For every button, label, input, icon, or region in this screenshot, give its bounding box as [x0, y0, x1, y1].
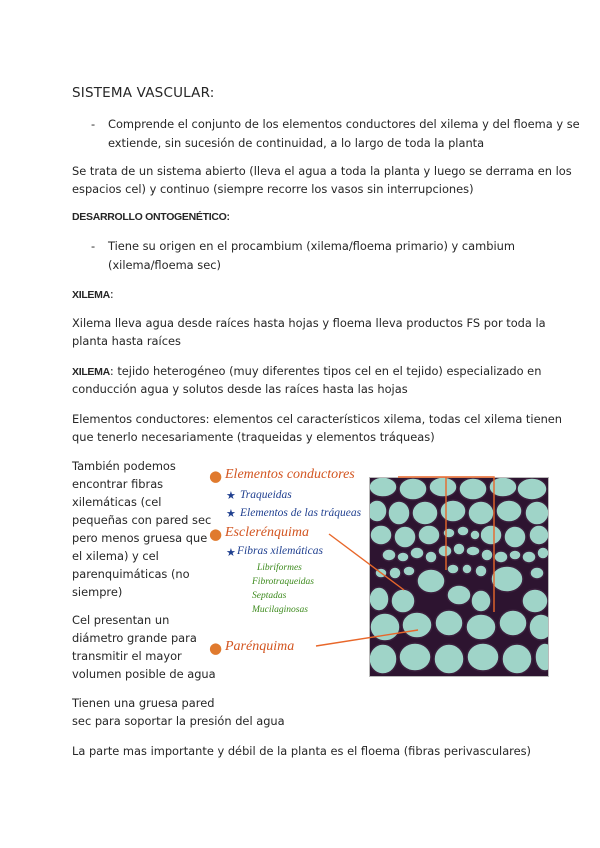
paragraph-3-rest: : tejido heterogéneo (muy diferentes tipos cel en el tejido) especializado en: [109, 364, 542, 378]
pointer-line-esclerenquima: [329, 534, 404, 590]
paragraph-4-line-1: Elementos conductores: elementos cel característicos xilema, todas cel xilema tienen: [72, 412, 563, 426]
label-fibrotraqueidas: Fibrotraqueidas: [252, 577, 314, 587]
bullet-1-line-2: extiende, sin sucesión de continuidad, a lo largo de toda la planta: [108, 136, 485, 150]
page-title: SISTEMA VASCULAR:: [72, 85, 215, 101]
left-col-line: pero menos gruesa que: [72, 531, 208, 545]
paragraph-1-line-2: espacios cel) y continuo (siempre recorre los vasos sin interrupciones): [72, 182, 474, 196]
bullet-dash: -: [91, 239, 96, 253]
star-icon: ★: [226, 507, 236, 520]
left-col-line: Cel presentan un: [72, 613, 170, 627]
label-parenquima: Parénquima: [225, 639, 295, 654]
label-traqueidas: Traqueidas: [240, 489, 292, 501]
label-mucilaginosas: Mucilaginosas: [252, 605, 308, 615]
left-col-line: volumen posible de agua: [72, 667, 216, 681]
label-fibras-xilematicas: Fibras xilemáticas: [237, 545, 323, 557]
label-elementos-conductores: Elementos conductores: [225, 467, 355, 482]
bullet-2-line-1: Tiene su origen en el procambium (xilema/floema primario) y cambium: [108, 239, 515, 253]
paragraph-5-line-2: sec para soportar la presión del agua: [72, 714, 285, 728]
paragraph-3-line-2: conducción agua y solutos desde las raíces hasta las hojas: [72, 382, 408, 396]
label-libriformes: Libriformes: [257, 563, 302, 573]
label-esclerenquima: Esclerénquima: [225, 525, 309, 540]
left-col-line: También podemos: [72, 459, 176, 473]
paragraph-5-line-1: Tienen una gruesa pared: [72, 696, 215, 710]
label-elementos-traqueas: Elementos de las tráqueas: [240, 507, 362, 519]
paragraph-2-line-1: Xilema lleva agua desde raíces hasta hojas y floema lleva productos FS por toda la: [72, 316, 546, 330]
left-col-line: pequeñas con pared sec: [72, 513, 212, 527]
bullet-1-line-1: Comprende el conjunto de los elementos conductores del xilema y del floema y se: [108, 117, 580, 131]
xilema-bold: XILEMA: [72, 289, 110, 301]
bullet-dot-icon: ●: [209, 467, 223, 485]
bullet-dot-icon: ●: [209, 639, 223, 657]
left-col-line: parenquimáticas (no: [72, 567, 190, 581]
bullet-dash: -: [91, 117, 96, 131]
pointer-line-parenquima: [316, 630, 418, 646]
xilema-bold-inline: XILEMA: [72, 366, 110, 378]
left-col-line: xilemáticas (cel: [72, 495, 162, 509]
bullet-2-line-2: (xilema/floema sec): [108, 258, 221, 272]
paragraph-4-line-2: que tenerlo necesariamente (traqueidas y elementos tráqueas): [72, 430, 435, 444]
xilema-colon: :: [109, 287, 114, 301]
left-col-line: transmitir el mayor: [72, 649, 182, 663]
paragraph-2-line-2: planta hasta raíces: [72, 334, 181, 348]
section-title-desarrollo: DESARROLLO ONTOGENÉTICO:: [72, 211, 230, 223]
label-septadas: Septadas: [252, 591, 287, 601]
star-icon: ★: [226, 489, 236, 502]
left-col-line: encontrar fibras: [72, 477, 164, 491]
paragraph-1-line-1: Se trata de un sistema abierto (lleva el agua a toda la planta y luego se derrama en los: [72, 164, 572, 178]
bullet-dot-icon: ●: [209, 525, 223, 543]
left-col-line: el xilema) y cel: [72, 549, 159, 563]
paragraph-6: La parte mas importante y débil de la planta es el floema (fibras perivasculares): [72, 744, 531, 758]
star-icon: ★: [226, 546, 236, 559]
left-col-line: siempre): [72, 585, 123, 599]
left-col-line: diámetro grande para: [72, 631, 197, 645]
